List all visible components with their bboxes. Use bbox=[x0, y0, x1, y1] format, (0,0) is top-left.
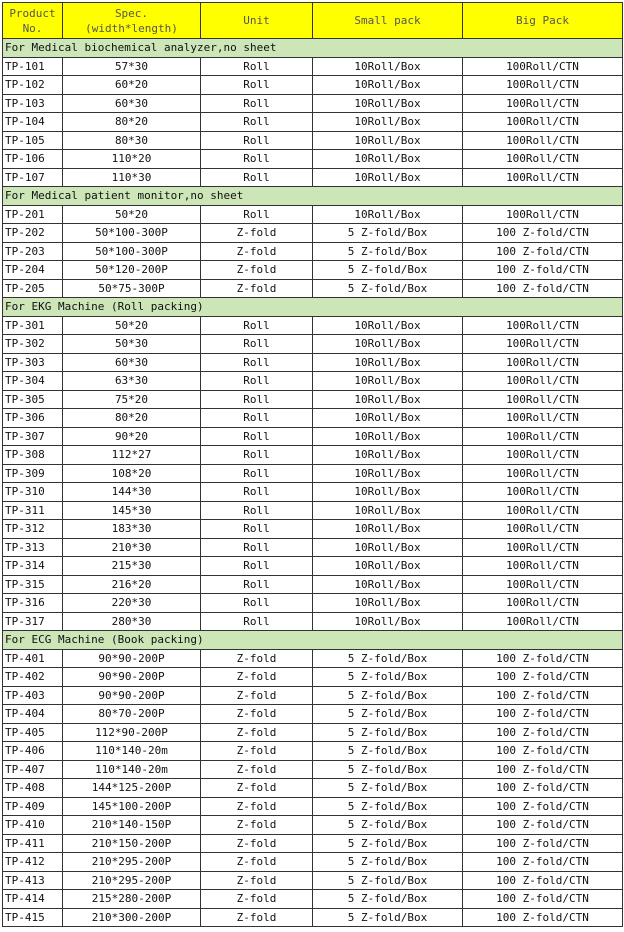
section-header-row bbox=[3, 631, 623, 650]
product-no-cell: TP-203 bbox=[3, 242, 63, 261]
product-no-cell: TP-402 bbox=[3, 668, 63, 687]
header-row bbox=[3, 3, 623, 39]
spec-cell: 90*90-200P bbox=[63, 686, 201, 705]
small-pack-cell: 5 Z-fold/Box bbox=[313, 723, 463, 742]
spec-cell: 60*30 bbox=[63, 94, 201, 113]
small-pack-cell: 5 Z-fold/Box bbox=[313, 224, 463, 243]
unit-cell: Z-fold bbox=[201, 779, 313, 798]
spec-cell: 215*280-200P bbox=[63, 890, 201, 909]
big-pack-cell: 100Roll/CTN bbox=[463, 557, 623, 576]
table-row bbox=[3, 668, 623, 687]
small-pack-cell: 10Roll/Box bbox=[313, 464, 463, 483]
table-row bbox=[3, 501, 623, 520]
spec-cell: 90*90-200P bbox=[63, 649, 201, 668]
big-pack-cell: 100Roll/CTN bbox=[463, 483, 623, 502]
unit-cell: Z-fold bbox=[201, 686, 313, 705]
unit-cell: Roll bbox=[201, 168, 313, 187]
product-no-cell: TP-412 bbox=[3, 853, 63, 872]
small-pack-cell: 10Roll/Box bbox=[313, 557, 463, 576]
big-pack-cell: 100Roll/CTN bbox=[463, 390, 623, 409]
section-title: For ECG Machine (Book packing) bbox=[3, 631, 623, 650]
product-no-cell: TP-302 bbox=[3, 335, 63, 354]
unit-cell: Roll bbox=[201, 427, 313, 446]
unit-cell: Z-fold bbox=[201, 242, 313, 261]
table-row bbox=[3, 797, 623, 816]
table-row bbox=[3, 390, 623, 409]
small-pack-cell: 5 Z-fold/Box bbox=[313, 797, 463, 816]
small-pack-cell: 10Roll/Box bbox=[313, 150, 463, 169]
spec-cell: 210*150-200P bbox=[63, 834, 201, 853]
spec-cell: 50*20 bbox=[63, 205, 201, 224]
product-no-cell: TP-313 bbox=[3, 538, 63, 557]
spec-cell: 210*30 bbox=[63, 538, 201, 557]
product-no-cell: TP-404 bbox=[3, 705, 63, 724]
small-pack-cell: 10Roll/Box bbox=[313, 594, 463, 613]
big-pack-cell: 100 Z-fold/CTN bbox=[463, 742, 623, 761]
unit-cell: Roll bbox=[201, 150, 313, 169]
table-row bbox=[3, 834, 623, 853]
small-pack-cell: 10Roll/Box bbox=[313, 353, 463, 372]
table-row bbox=[3, 131, 623, 150]
table-row bbox=[3, 242, 623, 261]
small-pack-cell: 10Roll/Box bbox=[313, 372, 463, 391]
small-pack-cell: 5 Z-fold/Box bbox=[313, 908, 463, 927]
big-pack-cell: 100 Z-fold/CTN bbox=[463, 242, 623, 261]
small-pack-cell: 10Roll/Box bbox=[313, 131, 463, 150]
product-no-cell: TP-307 bbox=[3, 427, 63, 446]
table-row bbox=[3, 205, 623, 224]
small-pack-cell: 10Roll/Box bbox=[313, 113, 463, 132]
unit-cell: Roll bbox=[201, 353, 313, 372]
unit-cell: Z-fold bbox=[201, 279, 313, 298]
spec-cell: 50*20 bbox=[63, 316, 201, 335]
table-row bbox=[3, 575, 623, 594]
spec-cell: 60*30 bbox=[63, 353, 201, 372]
table-row bbox=[3, 427, 623, 446]
unit-cell: Z-fold bbox=[201, 908, 313, 927]
small-pack-cell: 5 Z-fold/Box bbox=[313, 668, 463, 687]
small-pack-cell: 10Roll/Box bbox=[313, 57, 463, 76]
unit-cell: Roll bbox=[201, 594, 313, 613]
spec-cell: 57*30 bbox=[63, 57, 201, 76]
product-spec-table bbox=[2, 2, 623, 927]
big-pack-cell: 100 Z-fold/CTN bbox=[463, 723, 623, 742]
small-pack-cell: 5 Z-fold/Box bbox=[313, 261, 463, 280]
unit-cell: Z-fold bbox=[201, 742, 313, 761]
small-pack-cell: 10Roll/Box bbox=[313, 575, 463, 594]
table-row bbox=[3, 483, 623, 502]
table-row bbox=[3, 76, 623, 95]
table-row bbox=[3, 168, 623, 187]
spec-cell: 144*125-200P bbox=[63, 779, 201, 798]
table-row bbox=[3, 649, 623, 668]
table-row bbox=[3, 594, 623, 613]
unit-cell: Roll bbox=[201, 501, 313, 520]
big-pack-cell: 100Roll/CTN bbox=[463, 464, 623, 483]
unit-cell: Z-fold bbox=[201, 853, 313, 872]
big-pack-cell: 100Roll/CTN bbox=[463, 594, 623, 613]
table-row bbox=[3, 446, 623, 465]
product-no-cell: TP-107 bbox=[3, 168, 63, 187]
spec-cell: 50*100-300P bbox=[63, 242, 201, 261]
unit-cell: Roll bbox=[201, 335, 313, 354]
unit-cell: Roll bbox=[201, 520, 313, 539]
table-row bbox=[3, 853, 623, 872]
product-no-cell: TP-317 bbox=[3, 612, 63, 631]
header-unit: Unit bbox=[201, 3, 313, 39]
spec-cell: 210*300-200P bbox=[63, 908, 201, 927]
product-no-cell: TP-405 bbox=[3, 723, 63, 742]
product-no-cell: TP-308 bbox=[3, 446, 63, 465]
big-pack-cell: 100Roll/CTN bbox=[463, 501, 623, 520]
big-pack-cell: 100Roll/CTN bbox=[463, 372, 623, 391]
product-no-cell: TP-414 bbox=[3, 890, 63, 909]
product-no-cell: TP-305 bbox=[3, 390, 63, 409]
spec-cell: 110*140-20m bbox=[63, 760, 201, 779]
product-no-cell: TP-306 bbox=[3, 409, 63, 428]
spec-cell: 50*75-300P bbox=[63, 279, 201, 298]
small-pack-cell: 10Roll/Box bbox=[313, 390, 463, 409]
spec-cell: 90*90-200P bbox=[63, 668, 201, 687]
big-pack-cell: 100Roll/CTN bbox=[463, 150, 623, 169]
spec-cell: 210*295-200P bbox=[63, 853, 201, 872]
section-title: For Medical biochemical analyzer,no sheet bbox=[3, 39, 623, 58]
unit-cell: Z-fold bbox=[201, 705, 313, 724]
big-pack-cell: 100 Z-fold/CTN bbox=[463, 834, 623, 853]
product-no-cell: TP-201 bbox=[3, 205, 63, 224]
product-no-cell: TP-314 bbox=[3, 557, 63, 576]
unit-cell: Roll bbox=[201, 538, 313, 557]
unit-cell: Roll bbox=[201, 76, 313, 95]
small-pack-cell: 10Roll/Box bbox=[313, 501, 463, 520]
unit-cell: Z-fold bbox=[201, 760, 313, 779]
big-pack-cell: 100Roll/CTN bbox=[463, 538, 623, 557]
small-pack-cell: 10Roll/Box bbox=[313, 520, 463, 539]
product-no-cell: TP-409 bbox=[3, 797, 63, 816]
section-title: For Medical patient monitor,no sheet bbox=[3, 187, 623, 206]
product-no-cell: TP-415 bbox=[3, 908, 63, 927]
spec-cell: 63*30 bbox=[63, 372, 201, 391]
big-pack-cell: 100 Z-fold/CTN bbox=[463, 816, 623, 835]
big-pack-cell: 100Roll/CTN bbox=[463, 353, 623, 372]
small-pack-cell: 5 Z-fold/Box bbox=[313, 871, 463, 890]
table-row bbox=[3, 409, 623, 428]
product-no-cell: TP-310 bbox=[3, 483, 63, 502]
table-row bbox=[3, 57, 623, 76]
spec-cell: 80*30 bbox=[63, 131, 201, 150]
table-row bbox=[3, 520, 623, 539]
unit-cell: Roll bbox=[201, 464, 313, 483]
product-no-cell: TP-407 bbox=[3, 760, 63, 779]
table-row bbox=[3, 538, 623, 557]
table-row bbox=[3, 612, 623, 631]
table-row bbox=[3, 871, 623, 890]
product-no-cell: TP-406 bbox=[3, 742, 63, 761]
small-pack-cell: 5 Z-fold/Box bbox=[313, 242, 463, 261]
product-no-cell: TP-410 bbox=[3, 816, 63, 835]
product-no-cell: TP-106 bbox=[3, 150, 63, 169]
spec-cell: 80*20 bbox=[63, 409, 201, 428]
small-pack-cell: 10Roll/Box bbox=[313, 409, 463, 428]
big-pack-cell: 100 Z-fold/CTN bbox=[463, 686, 623, 705]
unit-cell: Roll bbox=[201, 557, 313, 576]
header-spec: Spec. (width*length) bbox=[63, 3, 201, 39]
big-pack-cell: 100 Z-fold/CTN bbox=[463, 705, 623, 724]
spec-cell: 216*20 bbox=[63, 575, 201, 594]
product-no-cell: TP-204 bbox=[3, 261, 63, 280]
product-no-cell: TP-311 bbox=[3, 501, 63, 520]
unit-cell: Roll bbox=[201, 57, 313, 76]
table-row bbox=[3, 113, 623, 132]
table-row bbox=[3, 150, 623, 169]
unit-cell: Z-fold bbox=[201, 224, 313, 243]
unit-cell: Roll bbox=[201, 390, 313, 409]
big-pack-cell: 100 Z-fold/CTN bbox=[463, 649, 623, 668]
small-pack-cell: 10Roll/Box bbox=[313, 168, 463, 187]
big-pack-cell: 100Roll/CTN bbox=[463, 113, 623, 132]
unit-cell: Z-fold bbox=[201, 261, 313, 280]
small-pack-cell: 5 Z-fold/Box bbox=[313, 834, 463, 853]
small-pack-cell: 10Roll/Box bbox=[313, 335, 463, 354]
product-no-cell: TP-103 bbox=[3, 94, 63, 113]
unit-cell: Z-fold bbox=[201, 834, 313, 853]
spec-cell: 110*30 bbox=[63, 168, 201, 187]
table-row bbox=[3, 316, 623, 335]
table-row bbox=[3, 760, 623, 779]
product-no-cell: TP-202 bbox=[3, 224, 63, 243]
product-no-cell: TP-101 bbox=[3, 57, 63, 76]
product-no-cell: TP-403 bbox=[3, 686, 63, 705]
table-row bbox=[3, 557, 623, 576]
table-row bbox=[3, 705, 623, 724]
big-pack-cell: 100Roll/CTN bbox=[463, 168, 623, 187]
spec-cell: 215*30 bbox=[63, 557, 201, 576]
spec-cell: 183*30 bbox=[63, 520, 201, 539]
product-no-cell: TP-312 bbox=[3, 520, 63, 539]
big-pack-cell: 100 Z-fold/CTN bbox=[463, 908, 623, 927]
small-pack-cell: 5 Z-fold/Box bbox=[313, 779, 463, 798]
product-no-cell: TP-205 bbox=[3, 279, 63, 298]
header-product-no: Product No. bbox=[3, 3, 63, 39]
big-pack-cell: 100Roll/CTN bbox=[463, 409, 623, 428]
table-row bbox=[3, 816, 623, 835]
small-pack-cell: 5 Z-fold/Box bbox=[313, 705, 463, 724]
small-pack-cell: 10Roll/Box bbox=[313, 76, 463, 95]
small-pack-cell: 10Roll/Box bbox=[313, 94, 463, 113]
product-no-cell: TP-105 bbox=[3, 131, 63, 150]
table-row bbox=[3, 372, 623, 391]
big-pack-cell: 100 Z-fold/CTN bbox=[463, 668, 623, 687]
spec-cell: 112*27 bbox=[63, 446, 201, 465]
table-header bbox=[3, 3, 623, 39]
table-row bbox=[3, 353, 623, 372]
big-pack-cell: 100Roll/CTN bbox=[463, 446, 623, 465]
table-row bbox=[3, 464, 623, 483]
unit-cell: Z-fold bbox=[201, 816, 313, 835]
unit-cell: Z-fold bbox=[201, 649, 313, 668]
product-no-cell: TP-102 bbox=[3, 76, 63, 95]
small-pack-cell: 10Roll/Box bbox=[313, 483, 463, 502]
table-row bbox=[3, 779, 623, 798]
spec-cell: 110*140-20m bbox=[63, 742, 201, 761]
table-row bbox=[3, 224, 623, 243]
big-pack-cell: 100 Z-fold/CTN bbox=[463, 279, 623, 298]
small-pack-cell: 5 Z-fold/Box bbox=[313, 890, 463, 909]
small-pack-cell: 10Roll/Box bbox=[313, 612, 463, 631]
small-pack-cell: 10Roll/Box bbox=[313, 205, 463, 224]
small-pack-cell: 10Roll/Box bbox=[313, 538, 463, 557]
table-row bbox=[3, 723, 623, 742]
unit-cell: Z-fold bbox=[201, 668, 313, 687]
table-row bbox=[3, 335, 623, 354]
small-pack-cell: 5 Z-fold/Box bbox=[313, 649, 463, 668]
unit-cell: Z-fold bbox=[201, 871, 313, 890]
big-pack-cell: 100 Z-fold/CTN bbox=[463, 760, 623, 779]
small-pack-cell: 10Roll/Box bbox=[313, 446, 463, 465]
big-pack-cell: 100Roll/CTN bbox=[463, 427, 623, 446]
unit-cell: Roll bbox=[201, 612, 313, 631]
product-no-cell: TP-301 bbox=[3, 316, 63, 335]
header-small-pack: Small pack bbox=[313, 3, 463, 39]
spec-cell: 145*100-200P bbox=[63, 797, 201, 816]
section-title: For EKG Machine (Roll packing) bbox=[3, 298, 623, 317]
unit-cell: Z-fold bbox=[201, 723, 313, 742]
product-no-cell: TP-309 bbox=[3, 464, 63, 483]
big-pack-cell: 100 Z-fold/CTN bbox=[463, 890, 623, 909]
big-pack-cell: 100Roll/CTN bbox=[463, 316, 623, 335]
spec-cell: 220*30 bbox=[63, 594, 201, 613]
unit-cell: Roll bbox=[201, 94, 313, 113]
unit-cell: Roll bbox=[201, 446, 313, 465]
spec-cell: 112*90-200P bbox=[63, 723, 201, 742]
spec-cell: 280*30 bbox=[63, 612, 201, 631]
big-pack-cell: 100Roll/CTN bbox=[463, 76, 623, 95]
table-row bbox=[3, 742, 623, 761]
product-no-cell: TP-408 bbox=[3, 779, 63, 798]
big-pack-cell: 100Roll/CTN bbox=[463, 205, 623, 224]
spec-cell: 108*20 bbox=[63, 464, 201, 483]
big-pack-cell: 100Roll/CTN bbox=[463, 131, 623, 150]
section-header-row bbox=[3, 298, 623, 317]
big-pack-cell: 100Roll/CTN bbox=[463, 575, 623, 594]
product-no-cell: TP-411 bbox=[3, 834, 63, 853]
spec-cell: 144*30 bbox=[63, 483, 201, 502]
small-pack-cell: 5 Z-fold/Box bbox=[313, 686, 463, 705]
spec-cell: 50*30 bbox=[63, 335, 201, 354]
small-pack-cell: 5 Z-fold/Box bbox=[313, 816, 463, 835]
table-row bbox=[3, 908, 623, 927]
spec-cell: 145*30 bbox=[63, 501, 201, 520]
big-pack-cell: 100 Z-fold/CTN bbox=[463, 779, 623, 798]
spec-cell: 75*20 bbox=[63, 390, 201, 409]
table-body bbox=[3, 39, 623, 927]
unit-cell: Z-fold bbox=[201, 797, 313, 816]
unit-cell: Roll bbox=[201, 372, 313, 391]
spec-cell: 210*140-150P bbox=[63, 816, 201, 835]
spec-cell: 110*20 bbox=[63, 150, 201, 169]
unit-cell: Roll bbox=[201, 205, 313, 224]
product-no-cell: TP-304 bbox=[3, 372, 63, 391]
product-no-cell: TP-401 bbox=[3, 649, 63, 668]
spec-cell: 210*295-200P bbox=[63, 871, 201, 890]
big-pack-cell: 100 Z-fold/CTN bbox=[463, 871, 623, 890]
big-pack-cell: 100Roll/CTN bbox=[463, 335, 623, 354]
header-big-pack: Big Pack bbox=[463, 3, 623, 39]
product-no-cell: TP-315 bbox=[3, 575, 63, 594]
product-no-cell: TP-316 bbox=[3, 594, 63, 613]
product-no-cell: TP-104 bbox=[3, 113, 63, 132]
unit-cell: Roll bbox=[201, 131, 313, 150]
table-row bbox=[3, 686, 623, 705]
spec-cell: 80*70-200P bbox=[63, 705, 201, 724]
section-header-row bbox=[3, 39, 623, 58]
table-row bbox=[3, 279, 623, 298]
product-no-cell: TP-303 bbox=[3, 353, 63, 372]
unit-cell: Roll bbox=[201, 575, 313, 594]
small-pack-cell: 5 Z-fold/Box bbox=[313, 853, 463, 872]
spec-cell: 50*120-200P bbox=[63, 261, 201, 280]
table-row bbox=[3, 890, 623, 909]
unit-cell: Roll bbox=[201, 316, 313, 335]
small-pack-cell: 10Roll/Box bbox=[313, 427, 463, 446]
spec-cell: 50*100-300P bbox=[63, 224, 201, 243]
table-row bbox=[3, 261, 623, 280]
unit-cell: Roll bbox=[201, 409, 313, 428]
unit-cell: Roll bbox=[201, 483, 313, 502]
small-pack-cell: 10Roll/Box bbox=[313, 316, 463, 335]
big-pack-cell: 100 Z-fold/CTN bbox=[463, 224, 623, 243]
big-pack-cell: 100 Z-fold/CTN bbox=[463, 261, 623, 280]
small-pack-cell: 5 Z-fold/Box bbox=[313, 279, 463, 298]
unit-cell: Z-fold bbox=[201, 890, 313, 909]
big-pack-cell: 100Roll/CTN bbox=[463, 612, 623, 631]
table-row bbox=[3, 94, 623, 113]
product-no-cell: TP-413 bbox=[3, 871, 63, 890]
big-pack-cell: 100Roll/CTN bbox=[463, 57, 623, 76]
small-pack-cell: 5 Z-fold/Box bbox=[313, 760, 463, 779]
big-pack-cell: 100 Z-fold/CTN bbox=[463, 853, 623, 872]
big-pack-cell: 100Roll/CTN bbox=[463, 94, 623, 113]
small-pack-cell: 5 Z-fold/Box bbox=[313, 742, 463, 761]
big-pack-cell: 100 Z-fold/CTN bbox=[463, 797, 623, 816]
big-pack-cell: 100Roll/CTN bbox=[463, 520, 623, 539]
section-header-row bbox=[3, 187, 623, 206]
spec-cell: 80*20 bbox=[63, 113, 201, 132]
spec-cell: 60*20 bbox=[63, 76, 201, 95]
spec-cell: 90*20 bbox=[63, 427, 201, 446]
unit-cell: Roll bbox=[201, 113, 313, 132]
